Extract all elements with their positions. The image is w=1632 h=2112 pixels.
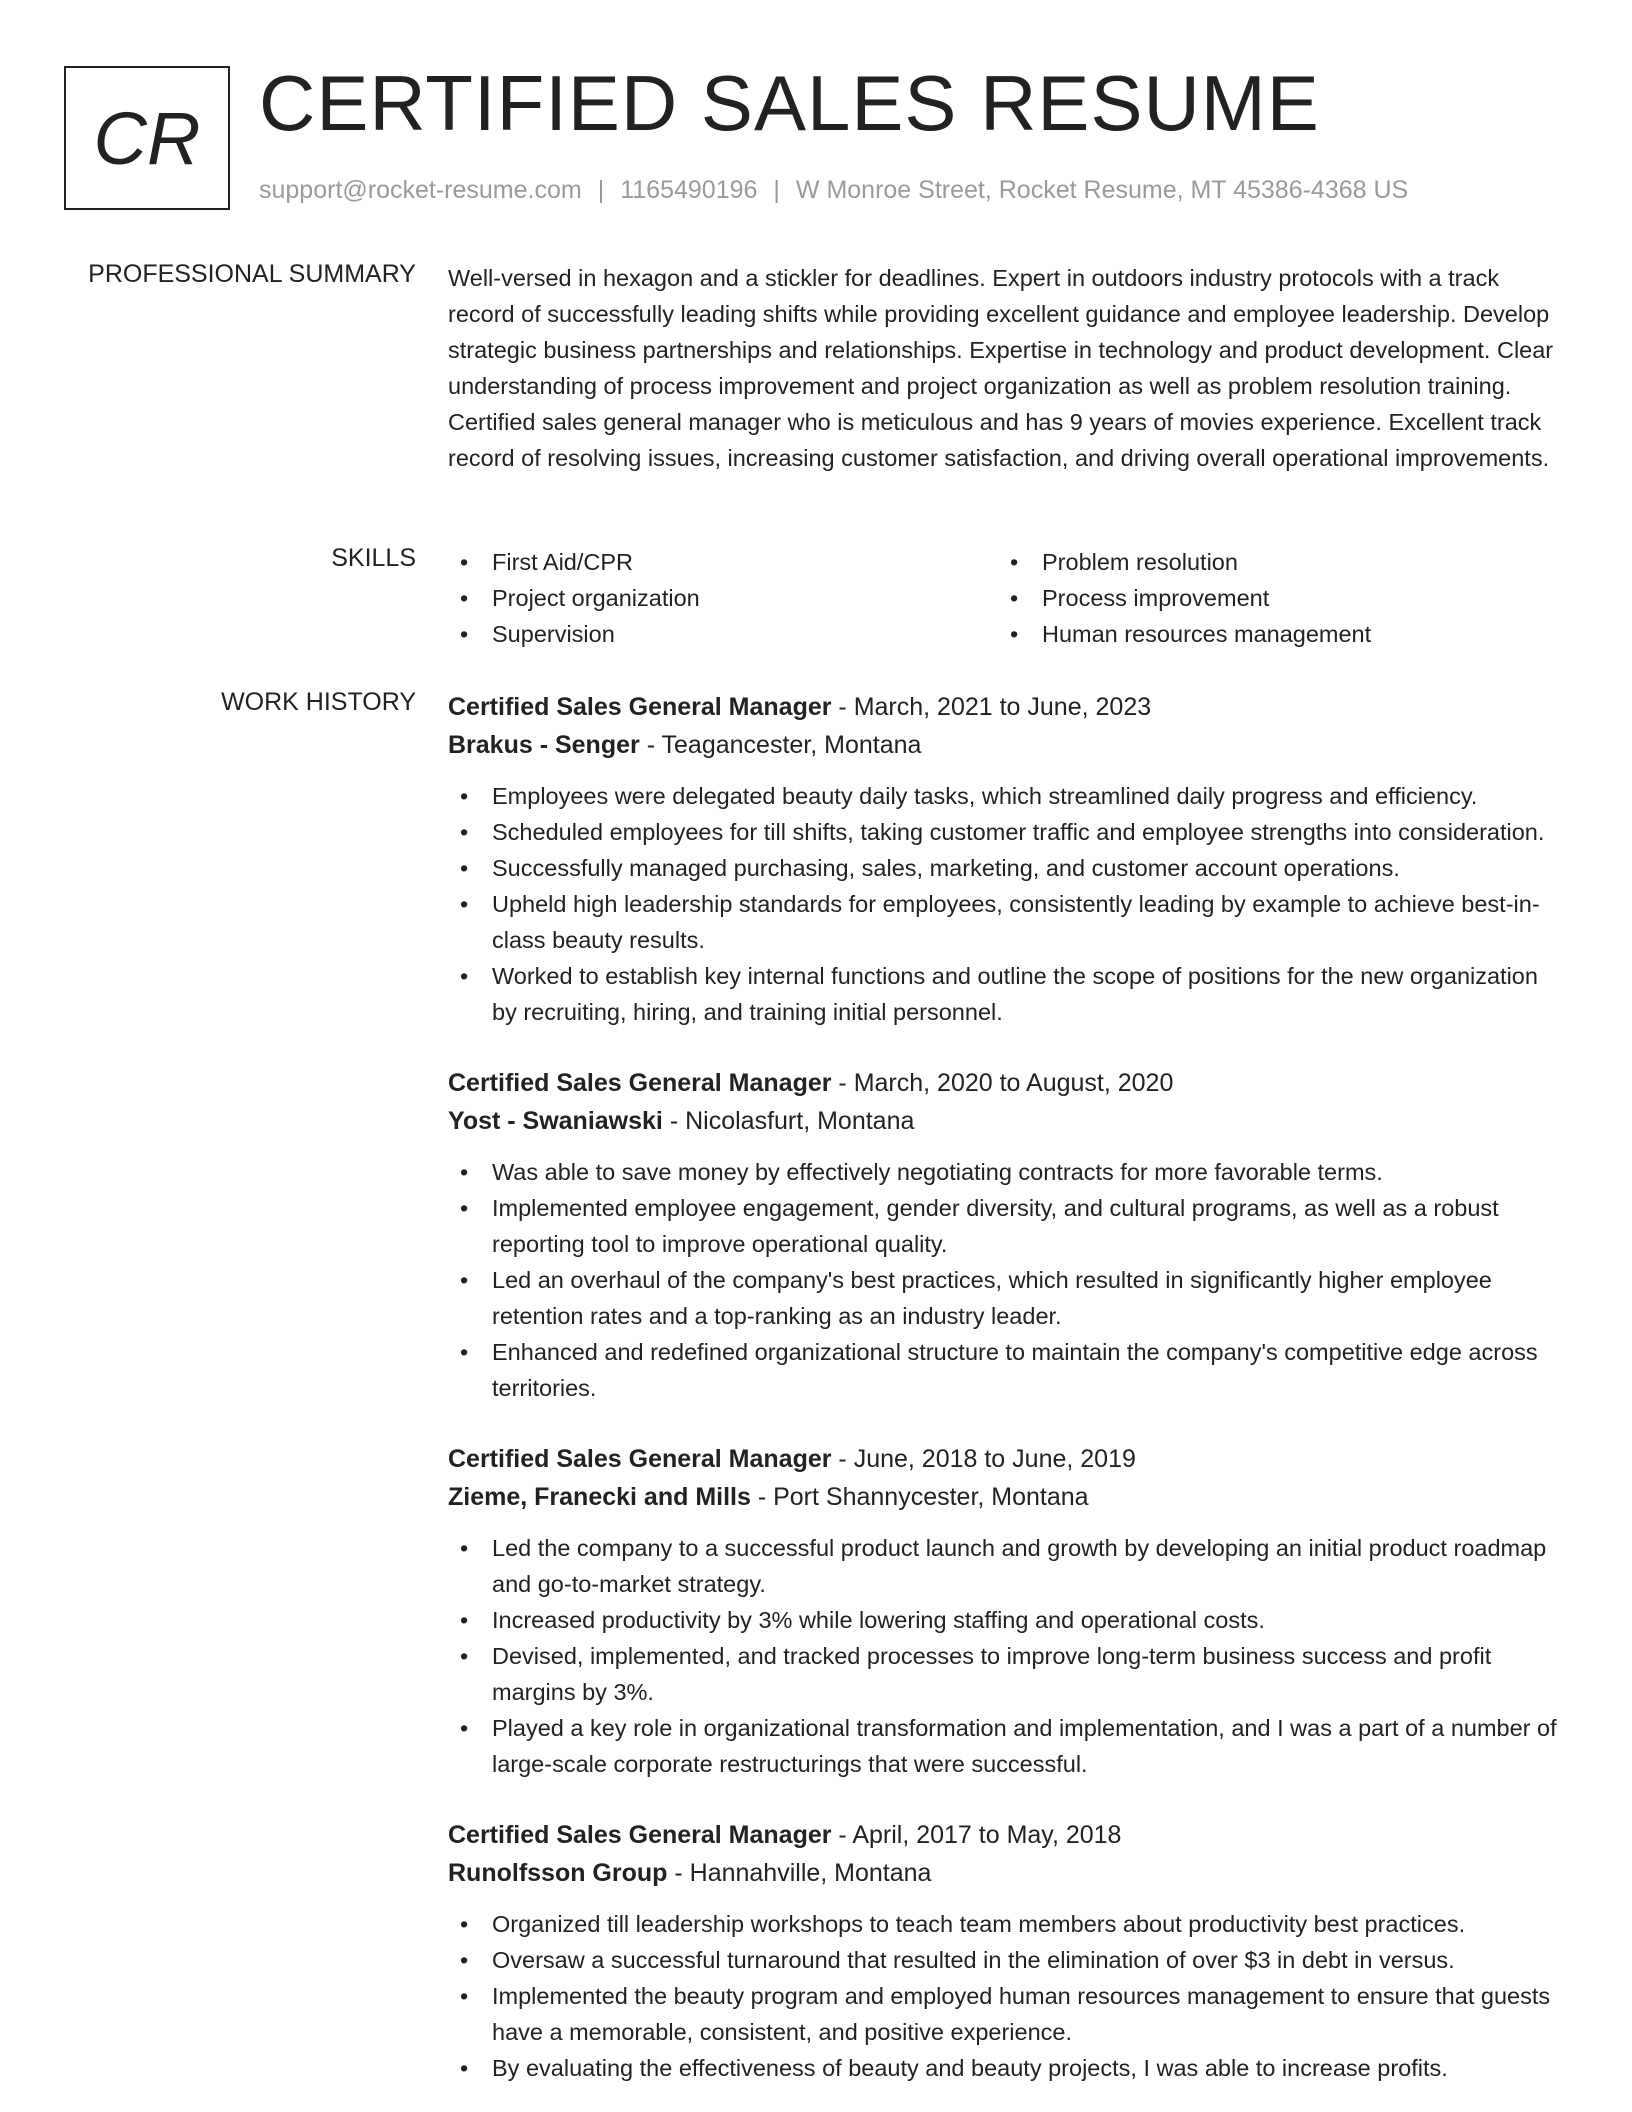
job-bullet: • Led the company to a successful product launch and growth by developing an initial product roadmap and go-to-market strategy. [448,1530,1566,1602]
job-dates: - March, 2021 to June, 2023 [831,693,1152,721]
job-dates: - March, 2020 to August, 2020 [831,1069,1174,1097]
monogram-badge [64,66,230,210]
contact-phone: 1165490196 [620,176,758,204]
section-label: SKILLS [331,544,416,572]
job-title: Certified Sales General Manager [448,693,832,721]
contact-email: support@rocket-resume.com [259,176,582,204]
job-bullets [448,1154,1566,1406]
job-bullet: • Enhanced and redefined organizational structure to maintain the company's competitive edge across territories. [448,1334,1566,1406]
job-bullet: • Implemented the beauty program and employed human resources management to ensure that guests have a memorable, consistent, and positive experience. [448,1978,1566,2050]
job-title: Certified Sales General Manager [448,1069,832,1097]
job-title: Certified Sales General Manager [448,1445,832,1473]
job-bullet: • Successfully managed purchasing, sales, marketing, and customer account operations. [448,850,1566,886]
job-location: - Teagancester, Montana [639,731,922,759]
job-title-line [448,1440,1566,1478]
job-location: - Port Shannycester, Montana [750,1483,1089,1511]
job-bullet: • Implemented employee engagement, gender diversity, and cultural programs, as well as a robust reporting tool to improve operational quality. [448,1190,1566,1262]
job-company: Yost - Swaniawski [448,1107,663,1135]
job-bullets [448,1530,1566,1782]
job-company-line [448,1478,1566,1516]
summary-text: Well-versed in hexagon and a stickler for deadlines. Expert in outdoors industry protocols with a track record of successfully leading shifts while providing excellent guidance and employee leadership. Develop strategic business partnerships and relationships. Expertise in technology and product development. Clear understanding of process improvement and project organization as well as problem resolution training. Certified sales general manager who is meticulous and has 9 years of movies experience. Excellent track record of resolving issues, increasing customer satisfaction, and driving overall operational improvements. [448,265,1554,471]
job-company-line [448,1854,1566,1892]
section-label: PROFESSIONAL SUMMARY [88,260,416,288]
job-entry [448,1816,1566,2086]
job-bullets [448,1906,1566,2086]
job-bullet: • Worked to establish key internal functions and outline the scope of positions for the new organization by recruiting, hiring, and training initial personnel. [448,958,1566,1030]
skill-item: • Human resources management [998,616,1548,652]
job-bullet: • By evaluating the effectiveness of beauty and beauty projects, I was able to increase profits. [448,2050,1566,2086]
skill-item: • Process improvement [998,580,1548,616]
job-location: - Hannahville, Montana [667,1859,932,1887]
monogram-initials: CR [93,96,201,180]
job-bullet: • Scheduled employees for till shifts, taking customer traffic and employee strengths into consideration. [448,814,1566,850]
job-bullet: • Was able to save money by effectively negotiating contracts for more favorable terms. [448,1154,1566,1190]
job-entry [448,688,1566,1030]
job-bullet: • Oversaw a successful turnaround that resulted in the elimination of over $3 in debt in versus. [448,1942,1566,1978]
contact-address: W Monroe Street, Rocket Resume, MT 45386-4368 US [795,176,1409,204]
skill-item: • Problem resolution [998,544,1548,580]
skill-item: • Project organization [448,580,998,616]
job-bullets [448,778,1566,1030]
skill-item: • Supervision [448,616,998,652]
job-title-line [448,688,1566,726]
job-entry [448,1440,1566,1782]
job-title-line [448,1064,1566,1102]
job-bullet: • Played a key role in organizational transformation and implementation, and I was a part of a number of large-scale corporate restructurings that were successful. [448,1710,1566,1782]
job-bullet: • Employees were delegated beauty daily tasks, which streamlined daily progress and efficiency. [448,778,1566,814]
work-history-body [448,688,1566,2112]
job-company-line [448,726,1566,764]
job-bullet: • Devised, implemented, and tracked processes to improve long-term business success and profit margins by 3%. [448,1638,1566,1710]
job-bullet: • Upheld high leadership standards for employees, consistently leading by example to achieve best-in-class beauty results. [448,886,1566,958]
job-company: Zieme, Franecki and Mills [448,1483,751,1511]
contact-line [259,176,1408,205]
skills-list [448,544,1566,652]
job-bullet: • Increased productivity by 3% while lowering staffing and operational costs. [448,1602,1566,1638]
section-label: WORK HISTORY [221,688,416,716]
job-entry [448,1064,1566,1406]
job-title-line [448,1816,1566,1854]
job-bullet: • Organized till leadership workshops to teach team members about productivity best practices. [448,1906,1566,1942]
skill-item: • First Aid/CPR [448,544,998,580]
job-bullet: • Led an overhaul of the company's best practices, which resulted in significantly higher employee retention rates and a top-ranking as an industry leader. [448,1262,1566,1334]
skills-list-wrap [448,544,1566,652]
job-dates: - April, 2017 to May, 2018 [831,1821,1122,1849]
job-company-line [448,1102,1566,1140]
job-dates: - June, 2018 to June, 2019 [831,1445,1136,1473]
job-company: Runolfsson Group [448,1859,668,1887]
resume-title: CERTIFIED SALES RESUME [259,59,1320,147]
job-location: - Nicolasfurt, Montana [662,1107,915,1135]
contact-separator: | [597,176,605,204]
contact-separator: | [773,176,780,204]
job-title: Certified Sales General Manager [448,1821,832,1849]
job-company: Brakus - Senger [448,731,640,759]
